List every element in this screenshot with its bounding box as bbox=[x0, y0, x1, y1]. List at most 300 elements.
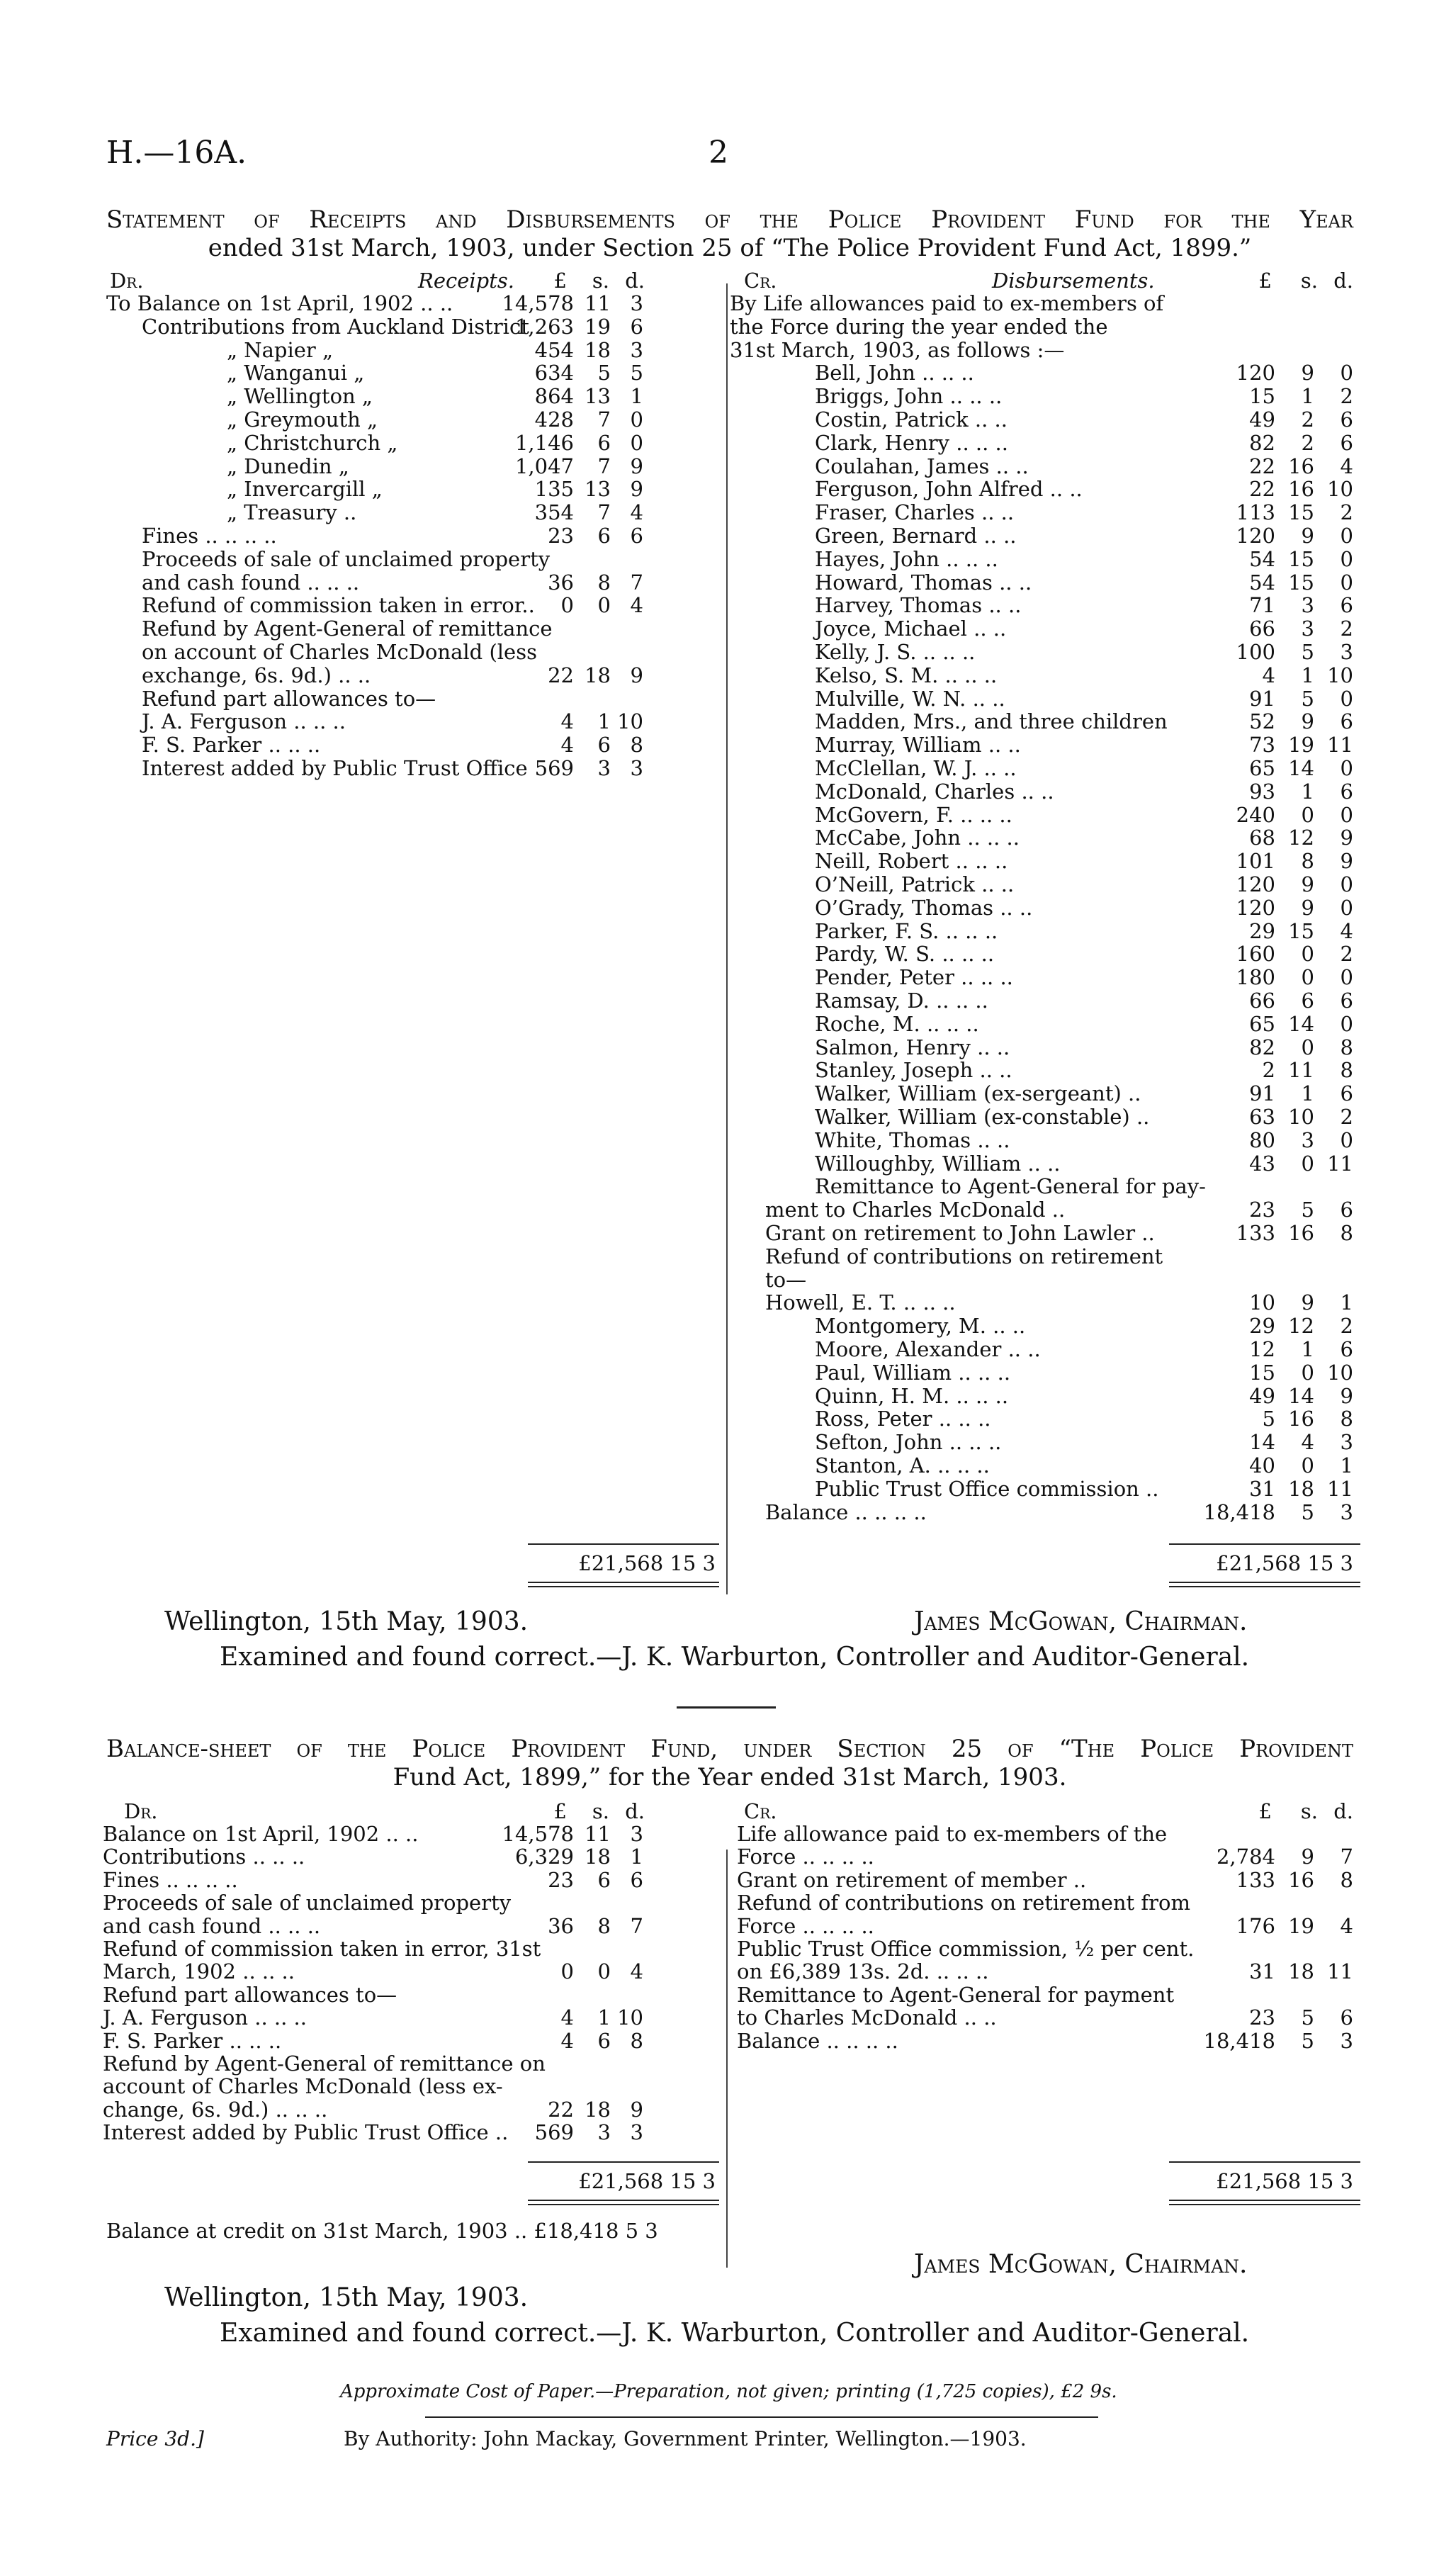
disbursement-row-pounds: 43 bbox=[1249, 1151, 1275, 1176]
disbursement-row-pence: 2 bbox=[1340, 617, 1353, 641]
disbursement-row-pence: 0 bbox=[1340, 361, 1353, 385]
receipt-row-shillings: 0 bbox=[597, 593, 611, 618]
disbursement-row-shillings: 16 bbox=[1288, 454, 1314, 478]
bs-left-total-rule bbox=[528, 2161, 719, 2163]
disbursement-row-label: Balance .. .. .. .. bbox=[765, 1499, 927, 1524]
disbursement-row-shillings: 5 bbox=[1301, 1499, 1314, 1524]
balance-right-row-shillings: 19 bbox=[1288, 1913, 1314, 1938]
disbursement-row-pence: 3 bbox=[1340, 640, 1353, 664]
disbursement-row-shillings: 0 bbox=[1301, 942, 1314, 967]
disbursement-row-label: McDonald, Charles .. .. bbox=[815, 779, 1054, 804]
disbursement-row-shillings: 3 bbox=[1301, 1127, 1314, 1152]
balance-left-row-pounds: 0 bbox=[560, 1959, 574, 1984]
disbursement-row-pounds: 40 bbox=[1249, 1453, 1275, 1478]
statement-cr-label: Cr. bbox=[744, 269, 777, 293]
receipts-pence-heading: d. bbox=[625, 269, 645, 293]
balance-left-row-label: J. A. Ferguson .. .. .. bbox=[103, 2005, 307, 2030]
disbursement-row-pence: 6 bbox=[1340, 407, 1353, 432]
disbursement-row-pounds: 91 bbox=[1249, 686, 1275, 711]
receipt-row-pounds: 864 bbox=[534, 384, 574, 409]
disbursement-row-shillings: 0 bbox=[1301, 1035, 1314, 1059]
disbursements-total: £21,568 15 3 bbox=[1216, 1551, 1353, 1575]
disbursement-row-shillings: 9 bbox=[1301, 524, 1314, 548]
balance-right-row-pence: 6 bbox=[1340, 2005, 1353, 2030]
disbursement-row-label: Public Trust Office commission .. bbox=[815, 1476, 1159, 1501]
disbursement-row-label: Quinn, H. M. .. .. .. bbox=[815, 1383, 1009, 1408]
receipt-row-pence: 3 bbox=[630, 756, 643, 780]
receipt-row-label: on account of Charles McDonald (less bbox=[142, 640, 537, 664]
disbursement-row-label: Clark, Henry .. .. .. bbox=[815, 430, 1008, 455]
balance-chairman: James McGowan, Chairman. bbox=[914, 2250, 1248, 2279]
balance-left-row-shillings: 3 bbox=[597, 2120, 611, 2145]
disbursement-row-label: Grant on retirement to John Lawler .. bbox=[765, 1221, 1155, 1245]
balance-left-row-pence: 10 bbox=[617, 2005, 643, 2030]
disbursement-row-pounds: 100 bbox=[1236, 640, 1275, 664]
receipt-row-pounds: 354 bbox=[534, 500, 574, 525]
disbursement-row-pence: 0 bbox=[1340, 895, 1353, 920]
disbursement-row-shillings: 12 bbox=[1288, 826, 1314, 850]
disbursement-row-label: Bell, John .. .. .. bbox=[815, 361, 974, 385]
price: Price 3d.] bbox=[106, 2427, 204, 2450]
balance-left-row-label: Refund by Agent-General of remittance on bbox=[103, 2051, 546, 2076]
balance-right-row-pounds: 18,418 bbox=[1203, 2028, 1275, 2053]
disbursement-row-label: Walker, William (ex-constable) .. bbox=[815, 1105, 1150, 1129]
disbursement-row-shillings: 5 bbox=[1301, 640, 1314, 664]
receipt-row-label: „ Treasury .. bbox=[227, 500, 357, 525]
receipt-row-label: „ Greymouth „ bbox=[227, 407, 378, 432]
balance-left-row-pence: 3 bbox=[630, 1822, 643, 1846]
disbursement-row-pounds: 66 bbox=[1249, 617, 1275, 641]
disb-double-rule-2 bbox=[1169, 1586, 1360, 1587]
disbursement-row-label: Murray, William .. .. bbox=[815, 733, 1021, 758]
disbursement-row-pounds: 180 bbox=[1236, 965, 1275, 990]
disbursement-row-pounds: 14 bbox=[1249, 1430, 1275, 1455]
receipt-row-pounds: 0 bbox=[560, 593, 574, 618]
cost-note: Approximate Cost of Paper.—Preparation, not given; printing (1,725 copies), £2 9s. bbox=[340, 2381, 1117, 2402]
disbursement-row-label: Refund of contributions on retirement bbox=[765, 1244, 1163, 1268]
disbursement-row-shillings: 10 bbox=[1288, 1105, 1314, 1129]
disbursement-row-pence: 1 bbox=[1340, 1290, 1353, 1315]
receipt-row-pence: 9 bbox=[630, 454, 643, 478]
disbursement-row-pounds: 22 bbox=[1249, 454, 1275, 478]
disbursement-row-pence: 6 bbox=[1340, 1081, 1353, 1106]
balance-left-row-label: Refund part allowances to— bbox=[103, 1982, 397, 2007]
balance-left-row-shillings: 8 bbox=[597, 1913, 611, 1938]
disbursement-row-pence: 0 bbox=[1340, 686, 1353, 711]
balance-place-date: Wellington, 15th May, 1903. bbox=[164, 2283, 529, 2312]
page-number: 2 bbox=[709, 135, 728, 171]
disbursement-row-shillings: 4 bbox=[1301, 1430, 1314, 1455]
balance-left-row-label: change, 6s. 9d.) .. .. .. bbox=[103, 2097, 328, 2122]
disbursement-row-pence: 11 bbox=[1327, 1151, 1353, 1176]
bs-left-pence-heading: d. bbox=[625, 1799, 645, 1823]
balance-right-row-pence: 4 bbox=[1340, 1913, 1353, 1938]
balance-left-row-label: and cash found .. .. .. bbox=[103, 1913, 321, 1938]
receipt-row-label: F. S. Parker .. .. .. bbox=[142, 733, 321, 758]
disbursement-row-pounds: 73 bbox=[1249, 733, 1275, 758]
balance-left-row-pounds: 22 bbox=[548, 2097, 574, 2122]
balance-at-credit: Balance at credit on 31st March, 1903 .. £18,418 5 3 bbox=[106, 2219, 658, 2243]
disbursement-row-pence: 6 bbox=[1340, 430, 1353, 455]
disbursement-row-pence: 0 bbox=[1340, 872, 1353, 896]
disbursement-row-pence: 0 bbox=[1340, 1127, 1353, 1152]
receipt-row-pounds: 14,578 bbox=[502, 291, 574, 315]
statement-dr-label: Dr. bbox=[110, 269, 144, 293]
disbursement-row-label: Willoughby, William .. .. bbox=[815, 1151, 1061, 1176]
disbursement-row-pence: 0 bbox=[1340, 756, 1353, 780]
receipt-row-shillings: 13 bbox=[585, 477, 611, 502]
disbursement-row-pence: 11 bbox=[1327, 733, 1353, 758]
receipt-row-pence: 9 bbox=[630, 663, 643, 687]
disbursement-row-label: Roche, M. .. .. .. bbox=[815, 1011, 979, 1036]
bs-left-double-rule-2 bbox=[528, 2204, 719, 2205]
disbursement-row-pounds: 71 bbox=[1249, 593, 1275, 618]
balance-right-row-label: Remittance to Agent-General for payment bbox=[737, 1982, 1175, 2007]
disbursement-row-pounds: 133 bbox=[1236, 1221, 1275, 1245]
disbursement-row-pounds: 120 bbox=[1236, 895, 1275, 920]
disbursement-row-shillings: 16 bbox=[1288, 1407, 1314, 1431]
disbursement-row-pence: 8 bbox=[1340, 1221, 1353, 1245]
disbursement-row-label: Green, Bernard .. .. bbox=[815, 524, 1017, 548]
receipt-row-pounds: 36 bbox=[548, 570, 574, 595]
balance-left-row-label: Interest added by Public Trust Office .. bbox=[103, 2120, 509, 2145]
receipt-row-pence: 4 bbox=[630, 593, 643, 618]
disbursement-row-pence: 4 bbox=[1340, 918, 1353, 943]
disbursement-row-pounds: 15 bbox=[1249, 384, 1275, 409]
receipt-row-label: Fines .. .. .. .. bbox=[142, 524, 277, 548]
disbursement-row-pounds: 63 bbox=[1249, 1105, 1275, 1129]
disbursement-row-pounds: 23 bbox=[1249, 1198, 1275, 1222]
receipt-row-shillings: 7 bbox=[597, 454, 611, 478]
balance-right-row-pounds: 133 bbox=[1236, 1867, 1275, 1892]
disbursement-row-pounds: 82 bbox=[1249, 1035, 1275, 1059]
receipt-row-pounds: 428 bbox=[534, 407, 574, 432]
footer-rule bbox=[425, 2416, 1098, 2418]
balance-right-row-pounds: 23 bbox=[1249, 2005, 1275, 2030]
disbursement-row-label: Fraser, Charles .. .. bbox=[815, 500, 1015, 525]
balance-left-row-shillings: 1 bbox=[597, 2005, 611, 2030]
receipt-row-shillings: 6 bbox=[597, 524, 611, 548]
receipt-row-label: Refund part allowances to— bbox=[142, 686, 436, 711]
balance-right-row-label: on £6,389 13s. 2d. .. .. .. bbox=[737, 1959, 989, 1984]
receipts-total-rule bbox=[528, 1543, 719, 1545]
disbursement-row-label: By Life allowances paid to ex-members of bbox=[730, 291, 1164, 315]
disbursement-row-label: Mulville, W. N. .. .. bbox=[815, 686, 1005, 711]
receipt-row-pence: 0 bbox=[630, 430, 643, 455]
disbursement-row-shillings: 2 bbox=[1301, 407, 1314, 432]
balance-right-row-label: Public Trust Office commission, ½ per cent. bbox=[737, 1937, 1195, 1961]
disbursement-row-label: Kelly, J. S. .. .. .. bbox=[815, 640, 976, 664]
receipt-row-pence: 3 bbox=[630, 337, 643, 362]
disbursement-row-pence: 0 bbox=[1340, 1011, 1353, 1036]
disbursement-row-label: 31st March, 1903, as follows :— bbox=[730, 337, 1065, 362]
section-separator bbox=[677, 1706, 776, 1709]
disbursement-row-shillings: 15 bbox=[1288, 546, 1314, 571]
disbursement-row-shillings: 0 bbox=[1301, 802, 1314, 827]
disbursement-row-label: White, Thomas .. .. bbox=[815, 1127, 1010, 1152]
disbursement-row-shillings: 1 bbox=[1301, 663, 1314, 687]
disbursement-row-pounds: 18,418 bbox=[1203, 1499, 1275, 1524]
balance-dr-label: Dr. bbox=[124, 1799, 158, 1823]
receipt-row-pence: 1 bbox=[630, 384, 643, 409]
receipt-row-pounds: 569 bbox=[534, 756, 574, 780]
disbursement-row-shillings: 0 bbox=[1301, 965, 1314, 990]
balance-left-row-shillings: 11 bbox=[585, 1822, 611, 1846]
disbursement-row-label: McGovern, F. .. .. .. bbox=[815, 802, 1012, 827]
balance-left-row-pounds: 14,578 bbox=[502, 1822, 574, 1846]
disbursement-row-shillings: 1 bbox=[1301, 1337, 1314, 1361]
balance-left-row-shillings: 18 bbox=[585, 1845, 611, 1869]
balance-left-row-shillings: 6 bbox=[597, 2028, 611, 2053]
receipt-row-pounds: 22 bbox=[548, 663, 574, 687]
bs-right-pence-heading: d. bbox=[1333, 1799, 1353, 1823]
disbursement-row-label: Coulahan, James .. .. bbox=[815, 454, 1029, 478]
balance-right-row-label: Balance .. .. .. .. bbox=[737, 2028, 898, 2053]
disbursement-row-shillings: 1 bbox=[1301, 1081, 1314, 1106]
disbursement-row-pounds: 91 bbox=[1249, 1081, 1275, 1106]
disbursement-row-label: Paul, William .. .. .. bbox=[815, 1360, 1011, 1385]
disbursement-row-pence: 10 bbox=[1327, 1360, 1353, 1385]
disbursement-row-shillings: 1 bbox=[1301, 779, 1314, 804]
bs-right-double-rule-1 bbox=[1169, 2200, 1360, 2201]
receipt-row-shillings: 5 bbox=[597, 361, 611, 385]
receipt-row-pounds: 454 bbox=[534, 337, 574, 362]
disbursement-row-pence: 2 bbox=[1340, 384, 1353, 409]
disbursement-row-shillings: 5 bbox=[1301, 686, 1314, 711]
disbursement-row-pence: 0 bbox=[1340, 570, 1353, 595]
balance-right-row-shillings: 9 bbox=[1301, 1845, 1314, 1869]
disbursement-row-pence: 6 bbox=[1340, 779, 1353, 804]
disbursement-row-pounds: 240 bbox=[1236, 802, 1275, 827]
bs-left-shillings-heading: s. bbox=[592, 1799, 609, 1823]
bs-right-pounds-heading: £ bbox=[1258, 1799, 1272, 1823]
receipt-row-pence: 6 bbox=[630, 524, 643, 548]
disbursement-row-label: Kelso, S. M. .. .. .. bbox=[815, 663, 998, 687]
disbursement-row-pounds: 120 bbox=[1236, 872, 1275, 896]
balance-right-row-shillings: 16 bbox=[1288, 1867, 1314, 1892]
receipt-row-label: Proceeds of sale of unclaimed property bbox=[142, 546, 551, 571]
disbursement-row-label: Remittance to Agent-General for pay- bbox=[815, 1174, 1206, 1199]
disbursement-row-label: Joyce, Michael .. .. bbox=[815, 617, 1007, 641]
disbursement-row-pence: 10 bbox=[1327, 477, 1353, 502]
balance-examined: Examined and found correct.—J. K. Warburton, Controller and Auditor-General. bbox=[220, 2319, 1250, 2348]
balance-left-row-label: March, 1902 .. .. .. bbox=[103, 1959, 295, 1984]
disb-double-rule-1 bbox=[1169, 1582, 1360, 1583]
receipt-row-shillings: 19 bbox=[585, 314, 611, 339]
disbursement-row-pence: 1 bbox=[1340, 1453, 1353, 1478]
balance-sheet-title-line1: Balance-sheet of the Police Provident Fund, under Section 25 of “The Police Provident bbox=[106, 1735, 1353, 1763]
disbursement-row-pounds: 52 bbox=[1249, 709, 1275, 734]
disbursement-row-pounds: 54 bbox=[1249, 546, 1275, 571]
disbursement-row-pounds: 68 bbox=[1249, 826, 1275, 850]
disbursement-row-pounds: 120 bbox=[1236, 524, 1275, 548]
balance-left-row-pence: 8 bbox=[630, 2028, 643, 2053]
disbursement-row-pence: 9 bbox=[1340, 849, 1353, 874]
disbursement-row-shillings: 2 bbox=[1301, 430, 1314, 455]
disbursement-row-pence: 9 bbox=[1340, 826, 1353, 850]
disbursement-row-pounds: 29 bbox=[1249, 1314, 1275, 1339]
receipt-row-label: „ Wanganui „ bbox=[227, 361, 365, 385]
balance-right-row-pence: 7 bbox=[1340, 1845, 1353, 1869]
bs-left-pounds-heading: £ bbox=[553, 1799, 567, 1823]
balance-left-row-pounds: 4 bbox=[560, 2028, 574, 2053]
disbursement-row-label: the Force during the year ended the bbox=[730, 314, 1108, 339]
disbursement-row-pounds: 66 bbox=[1249, 989, 1275, 1013]
disbursement-row-shillings: 9 bbox=[1301, 872, 1314, 896]
disbursement-row-pounds: 113 bbox=[1236, 500, 1275, 525]
balance-right-total: £21,568 15 3 bbox=[1216, 2169, 1353, 2193]
disbursement-row-shillings: 16 bbox=[1288, 1221, 1314, 1245]
receipts-double-rule-1 bbox=[528, 1582, 719, 1583]
disbursement-row-pounds: 2 bbox=[1262, 1058, 1275, 1083]
receipt-row-shillings: 11 bbox=[585, 291, 611, 315]
disb-shillings-heading: s. bbox=[1300, 269, 1318, 293]
receipt-row-pounds: 1,263 bbox=[514, 314, 574, 339]
balance-left-row-pounds: 36 bbox=[548, 1913, 574, 1938]
balance-right-row-pounds: 176 bbox=[1236, 1913, 1275, 1938]
balance-right-row-label: Refund of contributions on retirement from bbox=[737, 1891, 1190, 1915]
balance-right-row-label: Grant on retirement of member .. bbox=[737, 1867, 1087, 1892]
disbursement-row-pence: 6 bbox=[1340, 1337, 1353, 1361]
disbursement-row-pence: 6 bbox=[1340, 709, 1353, 734]
balance-left-total: £21,568 15 3 bbox=[578, 2169, 716, 2193]
disbursement-row-label: ment to Charles McDonald .. bbox=[765, 1198, 1066, 1222]
disbursement-row-pence: 6 bbox=[1340, 593, 1353, 618]
disbursement-row-label: Hayes, John .. .. .. bbox=[815, 546, 998, 571]
disb-pence-heading: d. bbox=[1333, 269, 1353, 293]
balance-left-row-shillings: 0 bbox=[597, 1959, 611, 1984]
receipts-double-rule-2 bbox=[528, 1586, 719, 1587]
disbursement-row-pounds: 31 bbox=[1249, 1476, 1275, 1501]
receipt-row-shillings: 8 bbox=[597, 570, 611, 595]
balance-left-row-shillings: 6 bbox=[597, 1867, 611, 1892]
disbursement-row-shillings: 15 bbox=[1288, 500, 1314, 525]
disbursement-row-shillings: 9 bbox=[1301, 1290, 1314, 1315]
balance-right-row-label: Life allowance paid to ex-members of the bbox=[737, 1822, 1168, 1846]
disbursement-row-shillings: 18 bbox=[1288, 1476, 1314, 1501]
receipt-row-pence: 10 bbox=[617, 709, 643, 734]
balance-right-row-pence: 3 bbox=[1340, 2028, 1353, 2053]
receipt-row-pounds: 634 bbox=[534, 361, 574, 385]
receipts-pounds-heading: £ bbox=[553, 269, 567, 293]
receipt-row-label: J. A. Ferguson .. .. .. bbox=[142, 709, 346, 734]
receipt-row-label: Contributions from Auckland District bbox=[142, 314, 529, 339]
receipt-row-label: exchange, 6s. 9d.) .. .. bbox=[142, 663, 371, 687]
receipt-row-pence: 4 bbox=[630, 500, 643, 525]
disbursement-row-pounds: 65 bbox=[1249, 756, 1275, 780]
disbursement-row-pence: 8 bbox=[1340, 1035, 1353, 1059]
balance-left-row-pounds: 6,329 bbox=[514, 1845, 574, 1869]
receipt-row-shillings: 7 bbox=[597, 407, 611, 432]
balance-left-row-pence: 3 bbox=[630, 2120, 643, 2145]
disbursement-row-shillings: 9 bbox=[1301, 709, 1314, 734]
receipt-row-shillings: 1 bbox=[597, 709, 611, 734]
disbursement-row-pence: 6 bbox=[1340, 989, 1353, 1013]
disbursement-row-shillings: 0 bbox=[1301, 1151, 1314, 1176]
disbursement-row-pounds: 80 bbox=[1249, 1127, 1275, 1152]
balance-right-row-pence: 11 bbox=[1327, 1959, 1353, 1984]
disbursement-row-pence: 2 bbox=[1340, 500, 1353, 525]
disbursement-row-label: Madden, Mrs., and three children bbox=[815, 709, 1168, 734]
disbursement-row-label: Sefton, John .. .. .. bbox=[815, 1430, 1002, 1455]
disbursement-row-pence: 0 bbox=[1340, 802, 1353, 827]
disbursement-row-label: McCabe, John .. .. .. bbox=[815, 826, 1020, 850]
disbursement-row-pence: 11 bbox=[1327, 1476, 1353, 1501]
receipt-row-pounds: 4 bbox=[560, 733, 574, 758]
balance-right-row-label: Force .. .. .. .. bbox=[737, 1845, 874, 1869]
disbursement-row-label: Neill, Robert .. .. .. bbox=[815, 849, 1008, 874]
disbursement-row-shillings: 9 bbox=[1301, 361, 1314, 385]
balance-left-row-pounds: 569 bbox=[534, 2120, 574, 2145]
receipt-row-shillings: 18 bbox=[585, 663, 611, 687]
disbursement-row-label: Salmon, Henry .. .. bbox=[815, 1035, 1010, 1059]
disbursement-row-shillings: 9 bbox=[1301, 895, 1314, 920]
receipts-shillings-heading: s. bbox=[592, 269, 609, 293]
disbursement-row-label: O’Neill, Patrick .. .. bbox=[815, 872, 1015, 896]
disbursement-row-pounds: 54 bbox=[1249, 570, 1275, 595]
receipt-row-pence: 5 bbox=[630, 361, 643, 385]
bs-left-double-rule-1 bbox=[528, 2200, 719, 2201]
disbursement-row-label: Harvey, Thomas .. .. bbox=[815, 593, 1022, 618]
disbursement-row-pounds: 15 bbox=[1249, 1360, 1275, 1385]
bs-right-double-rule-2 bbox=[1169, 2204, 1360, 2205]
disbursement-row-pence: 3 bbox=[1340, 1499, 1353, 1524]
disbursement-row-pounds: 12 bbox=[1249, 1337, 1275, 1361]
disbursement-row-label: Ramsay, D. .. .. .. bbox=[815, 989, 988, 1013]
receipt-row-pounds: 135 bbox=[534, 477, 574, 502]
disbursement-row-pounds: 101 bbox=[1236, 849, 1275, 874]
statement-chairman: James McGowan, Chairman. bbox=[914, 1607, 1248, 1636]
disbursement-row-pence: 10 bbox=[1327, 663, 1353, 687]
balance-right-row-shillings: 18 bbox=[1288, 1959, 1314, 1984]
disbursement-row-pounds: 10 bbox=[1249, 1290, 1275, 1315]
disbursement-row-label: McClellan, W. J. .. .. bbox=[815, 756, 1017, 780]
disbursement-row-pounds: 93 bbox=[1249, 779, 1275, 804]
receipt-row-label: „ Dunedin „ bbox=[227, 454, 349, 478]
balance-left-row-label: Fines .. .. .. .. bbox=[103, 1867, 238, 1892]
receipt-row-pence: 9 bbox=[630, 477, 643, 502]
bs-right-total-rule bbox=[1169, 2161, 1360, 2163]
disbursement-row-label: Stanley, Joseph .. .. bbox=[815, 1058, 1012, 1083]
disbursement-row-shillings: 1 bbox=[1301, 384, 1314, 409]
disbursement-row-pence: 2 bbox=[1340, 1105, 1353, 1129]
disbursement-row-pounds: 120 bbox=[1236, 361, 1275, 385]
receipt-row-pounds: 1,047 bbox=[514, 454, 574, 478]
balance-left-row-pence: 7 bbox=[630, 1913, 643, 1938]
balance-left-row-pence: 4 bbox=[630, 1959, 643, 1984]
receipt-row-shillings: 18 bbox=[585, 337, 611, 362]
disbursement-row-pounds: 49 bbox=[1249, 407, 1275, 432]
disbursement-row-shillings: 12 bbox=[1288, 1314, 1314, 1339]
receipt-row-label: Interest added by Public Trust Office bbox=[142, 756, 528, 780]
disbursement-row-pence: 2 bbox=[1340, 942, 1353, 967]
disbursement-row-shillings: 0 bbox=[1301, 1453, 1314, 1478]
disbursement-row-label: Moore, Alexander .. .. bbox=[815, 1337, 1041, 1361]
balance-left-row-pence: 9 bbox=[630, 2097, 643, 2122]
disbursement-row-label: Briggs, John .. .. .. bbox=[815, 384, 1003, 409]
disbursement-row-label: Pardy, W. S. .. .. .. bbox=[815, 942, 995, 967]
disbursement-row-pence: 0 bbox=[1340, 546, 1353, 571]
disbursement-row-pounds: 4 bbox=[1262, 663, 1275, 687]
balance-left-row-pence: 1 bbox=[630, 1845, 643, 1869]
balance-left-row-label: Refund of commission taken in error, 31st bbox=[103, 1937, 541, 1961]
disbursement-row-label: Ross, Peter .. .. .. bbox=[815, 1407, 991, 1431]
balance-left-row-pence: 6 bbox=[630, 1867, 643, 1892]
disbursement-row-shillings: 16 bbox=[1288, 477, 1314, 502]
disbursement-row-pounds: 160 bbox=[1236, 942, 1275, 967]
receipt-row-pence: 0 bbox=[630, 407, 643, 432]
disbursement-row-label: Montgomery, M. .. .. bbox=[815, 1314, 1026, 1339]
